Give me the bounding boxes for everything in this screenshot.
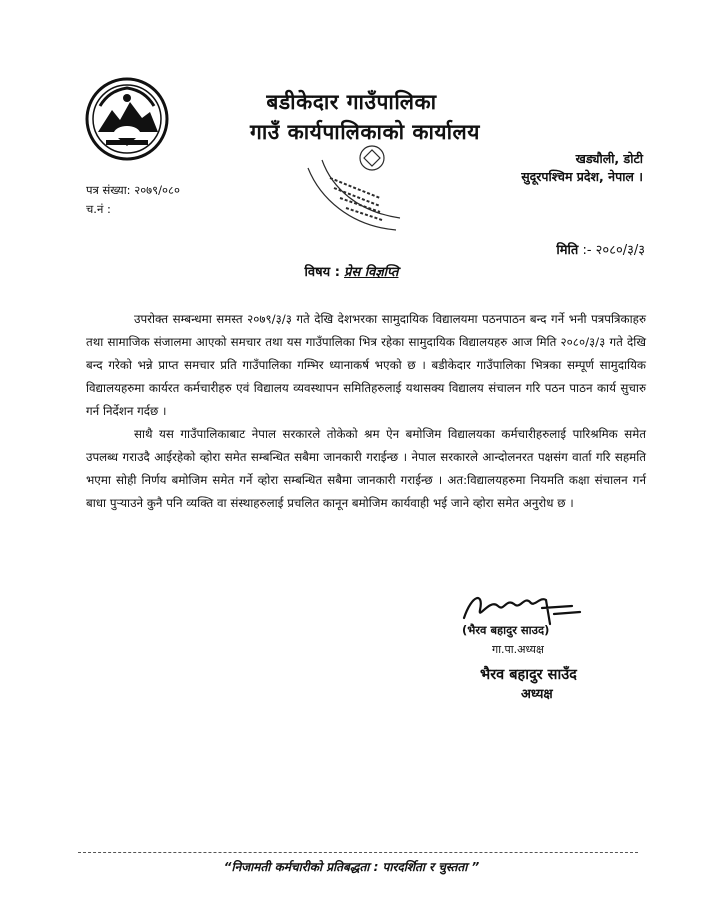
office-address-line2: सुदूरपश्चिम प्रदेश, नेपाल । (521, 169, 643, 184)
office-address-line1: खड्यौली, डोटी (575, 151, 643, 166)
signer-title: अध्यक्ष (521, 687, 553, 702)
office-title-line1: बडीकेदार गाउँपालिका (266, 90, 437, 114)
handwritten-signature-icon (454, 588, 584, 628)
body-paragraph-1: उपरोक्त सम्बन्धमा समस्त २०७९/३/३ गते देखि देशभरका सामुदायिक विद्यालयमा पठनपाठन बन्द गर्ने भनी पत्रपत्रिकाहरु तथा सामाजिक संजालमा आएको समचार तथा यस गाउँपालिका भित्र रहेका सामुदायिक विद्यालयहरु आज मिति २०८०/३/३ गते देखि बन्द गरेको भन्ने प्राप्त समचार प्रति गाउँपालिका गम्भिर ध्यानाकर्ष भएको छ । बडीकेदार गाउँपालिका भित्रका सम्पूर्ण सामुदायिक विद्यालयहरुमा कार्यरत कर्मचारीहरु एवं विद्यालय व्यवस्थापन समितिहरुलाई यथासक्य विद्यालय संचालन गरि पठन पाठन कार्य सुचारु गर्न निर्देशन गर्दछ । (86, 312, 646, 418)
footer-motto: “निजामती कर्मचारीको प्रतिबद्धता : पारदर्शिता र चुस्तता ” (223, 860, 480, 874)
letter-number: पत्र संख्या: २०७९/०८० (86, 183, 180, 197)
letter-subject (0, 262, 703, 280)
dispatch-number: च.नं : (86, 202, 111, 216)
signer-name-stamp: (भैरव बहादुर साउद) (462, 623, 550, 637)
subject-label: विषय : (304, 265, 340, 280)
subject-value: प्रेस विज्ञप्ति (344, 265, 399, 280)
office-title-line2: गाउँ कार्यपालिकाको कार्यालय (250, 120, 480, 144)
date-value: :- २०८०/३/३ (582, 243, 645, 258)
body-paragraph-2: साथै यस गाउँपालिकाबाट नेपाल सरकारले तोकेको श्रम ऐन बमोजिम विद्यालयका कर्मचारीहरुलाई पारिश्रमिक समेत उपलब्ध गराउदै आईरहेको व्होरा समेत सम्बन्धित सबैमा जानकारी गराईन्छ । नेपाल सरकारले आन्दोलनरत पक्षसंग वार्ता गरि सहमति भएमा सोही निर्णय बमोजिम समेत गर्ने व्होरा सम्बन्धित सबैमा जानकारी गराईन्छ । अत:विद्यालयहरुमा नियमति कक्षा संचालन गर्न बाधा पुऱ्याउने कुनै पनि व्यक्ति वा संस्थाहरुलाई प्रचलित कानून बमोजिम कार्यवाही भई जाने व्होरा समेत अनुरोध छ । (86, 427, 646, 510)
date-label: मिति (556, 243, 579, 258)
letter-date (556, 240, 645, 258)
signer-title-stamp: गा.पा.अध्यक्ष (492, 643, 544, 656)
office-seal-stamp-icon (300, 138, 420, 238)
footer-divider (78, 852, 638, 853)
signer-name: भैरव बहादुर साउँद (480, 667, 577, 683)
letter-body (86, 308, 646, 515)
